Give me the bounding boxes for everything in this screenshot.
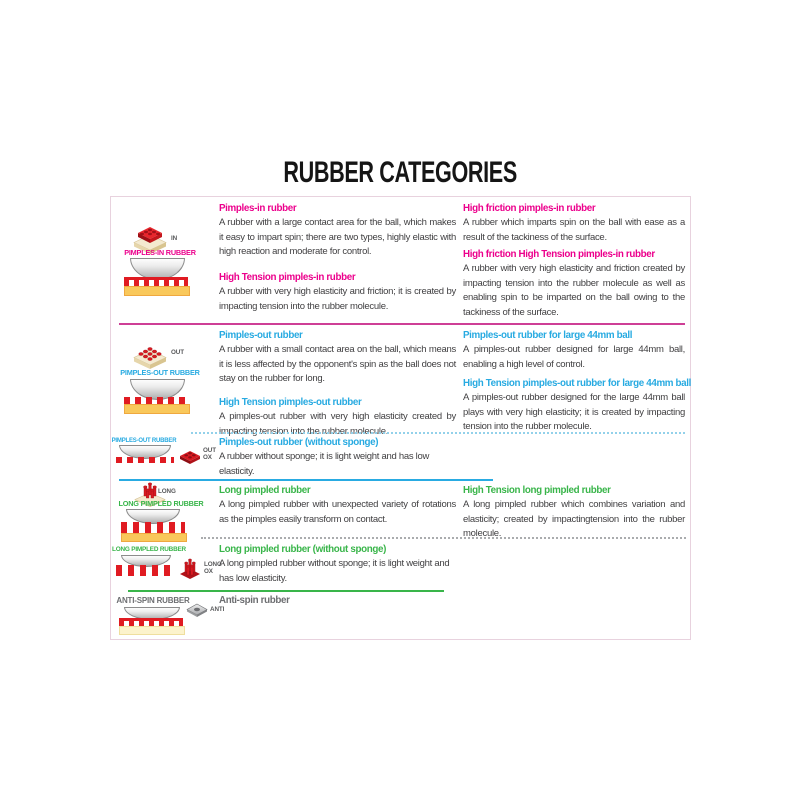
label-long-pimpled-rubber-ox: LONG PIMPLED RUBBER (112, 546, 186, 553)
badge-out-ox-line1: OUT (203, 447, 216, 454)
long-pimples-surface (121, 522, 185, 533)
body-long-pimpled-without-sponge: A long pimpled rubber without sponge; it is light weight and has low elasticity. (219, 558, 450, 584)
badge-in: IN (171, 235, 178, 242)
sponge-layer (124, 286, 190, 296)
body-high-tension-pimples-out: A pimples-out rubber with very high elasticity created by impacting tension into the rubber molecule. (219, 411, 456, 437)
badge-out-ox (203, 448, 216, 461)
page-title (0, 156, 800, 190)
label-anti-spin-rubber: ANTI-SPIN RUBBER (116, 596, 190, 605)
rubber-categories-panel (110, 196, 691, 640)
heading-pimples-out-without-sponge: Pimples-out rubber (without sponge) (219, 437, 379, 448)
divider-green (128, 590, 444, 592)
body-pimples-out-without-sponge: A rubber without sponge; it is light weight and has low elasticity. (219, 451, 430, 477)
body-high-friction-high-tension: A rubber with very high elasticity and friction created by impacting tension into the rubber molecule as well as enabling spin to be imparted on the ball owing to the tackiness of the surface. (463, 263, 685, 318)
badge-long-ox-line1: LONG (204, 561, 222, 568)
pimples-out-cube-icon (131, 341, 169, 369)
body-high-tension-pimples-out-44mm: A pimples-out rubber designed for the large 44mm ball plays with very high elasticity; it is created by impacting tension into the rubber molecule. (463, 392, 685, 432)
badge-out: OUT (171, 349, 184, 356)
heading-high-tension-pimples-in: High Tension pimples-in rubber (219, 272, 356, 283)
heading-pimples-out-44mm: Pimples-out rubber for large 44mm ball (463, 330, 633, 341)
page-title-text: RUBBER CATEGORIES (283, 156, 517, 189)
anti-sheet-icon (186, 602, 208, 617)
body-high-friction-pimples-in: A rubber which imparts spin on the ball with ease as a result of the tackiness of the surface. (463, 217, 685, 243)
divider-dotted-blue (191, 432, 685, 434)
long-pimples-surface-no-sponge (116, 565, 176, 576)
heading-high-tension-pimples-out: High Tension pimples-out rubber (219, 397, 362, 408)
body-pimples-in-rubber: A rubber with a large contact area for the ball, which makes it easy to impart spin; there are two types, highly elastic with high reaction and moderate for control. (219, 217, 456, 257)
out-ox-sheet-icon (179, 446, 201, 464)
badge-long-ox-line2: OX (204, 567, 213, 575)
label-pimples-out-rubber: PIMPLES-OUT RUBBER (120, 368, 200, 377)
heading-high-friction-high-tension: High friction High Tension pimples-in rubber (463, 249, 655, 260)
pimples-out-surface (124, 397, 188, 404)
label-pimples-out-rubber-ox: PIMPLES-OUT RUBBER (111, 438, 177, 444)
heading-high-friction-pimples-in: High friction pimples-in rubber (463, 203, 596, 214)
heading-long-pimpled-rubber: Long pimpled rubber (219, 485, 311, 496)
body-pimples-out-44mm: A pimples-out rubber designed for large 44mm ball, enabling a high level of control. (463, 344, 685, 370)
body-high-tension-long-pimpled: A long pimpled rubber which combines variation and elasticity; created by impactingtension into the rubber molecule. (463, 499, 685, 539)
badge-anti: ANTI (210, 606, 225, 613)
badge-out-ox-line2: OX (203, 453, 212, 461)
body-high-tension-pimples-in: A rubber with very high elasticity and friction; it is created by impacting tension into the rubber molecule. (219, 286, 456, 312)
sponge-layer (124, 404, 190, 414)
body-pimples-out-rubber: A rubber with a small contact area on the ball, which means it is less affected by the opponent's spin as the ball does not stay on the rubber for long. (219, 344, 456, 384)
sponge-layer (121, 533, 187, 542)
sponge-layer-pale (119, 626, 185, 635)
body-long-pimpled-rubber: A long pimpled rubber with unexpected variety of rotations as the pimples easily transform on contact. (219, 499, 456, 525)
heading-anti-spin-rubber: Anti-spin rubber (219, 595, 290, 606)
heading-pimples-in-rubber: Pimples-in rubber (219, 203, 297, 214)
heading-high-tension-long-pimpled: High Tension long pimpled rubber (463, 485, 611, 496)
heading-pimples-out-rubber: Pimples-out rubber (219, 330, 303, 341)
label-long-pimpled-rubber: LONG PIMPLED RUBBER (118, 499, 204, 508)
badge-long: LONG (158, 488, 176, 495)
heading-high-tension-pimples-out-44mm: High Tension pimples-out rubber for large 44mm ball (463, 378, 692, 389)
long-ox-sheet-icon (178, 557, 202, 579)
label-pimples-in-rubber: PIMPLES-IN RUBBER (124, 248, 196, 257)
divider-blue (119, 479, 493, 481)
divider-dotted-gray (201, 537, 686, 539)
divider-pink (119, 323, 685, 325)
heading-long-pimpled-without-sponge: Long pimpled rubber (without sponge) (219, 544, 386, 555)
pimples-out-surface-no-sponge (116, 457, 174, 463)
